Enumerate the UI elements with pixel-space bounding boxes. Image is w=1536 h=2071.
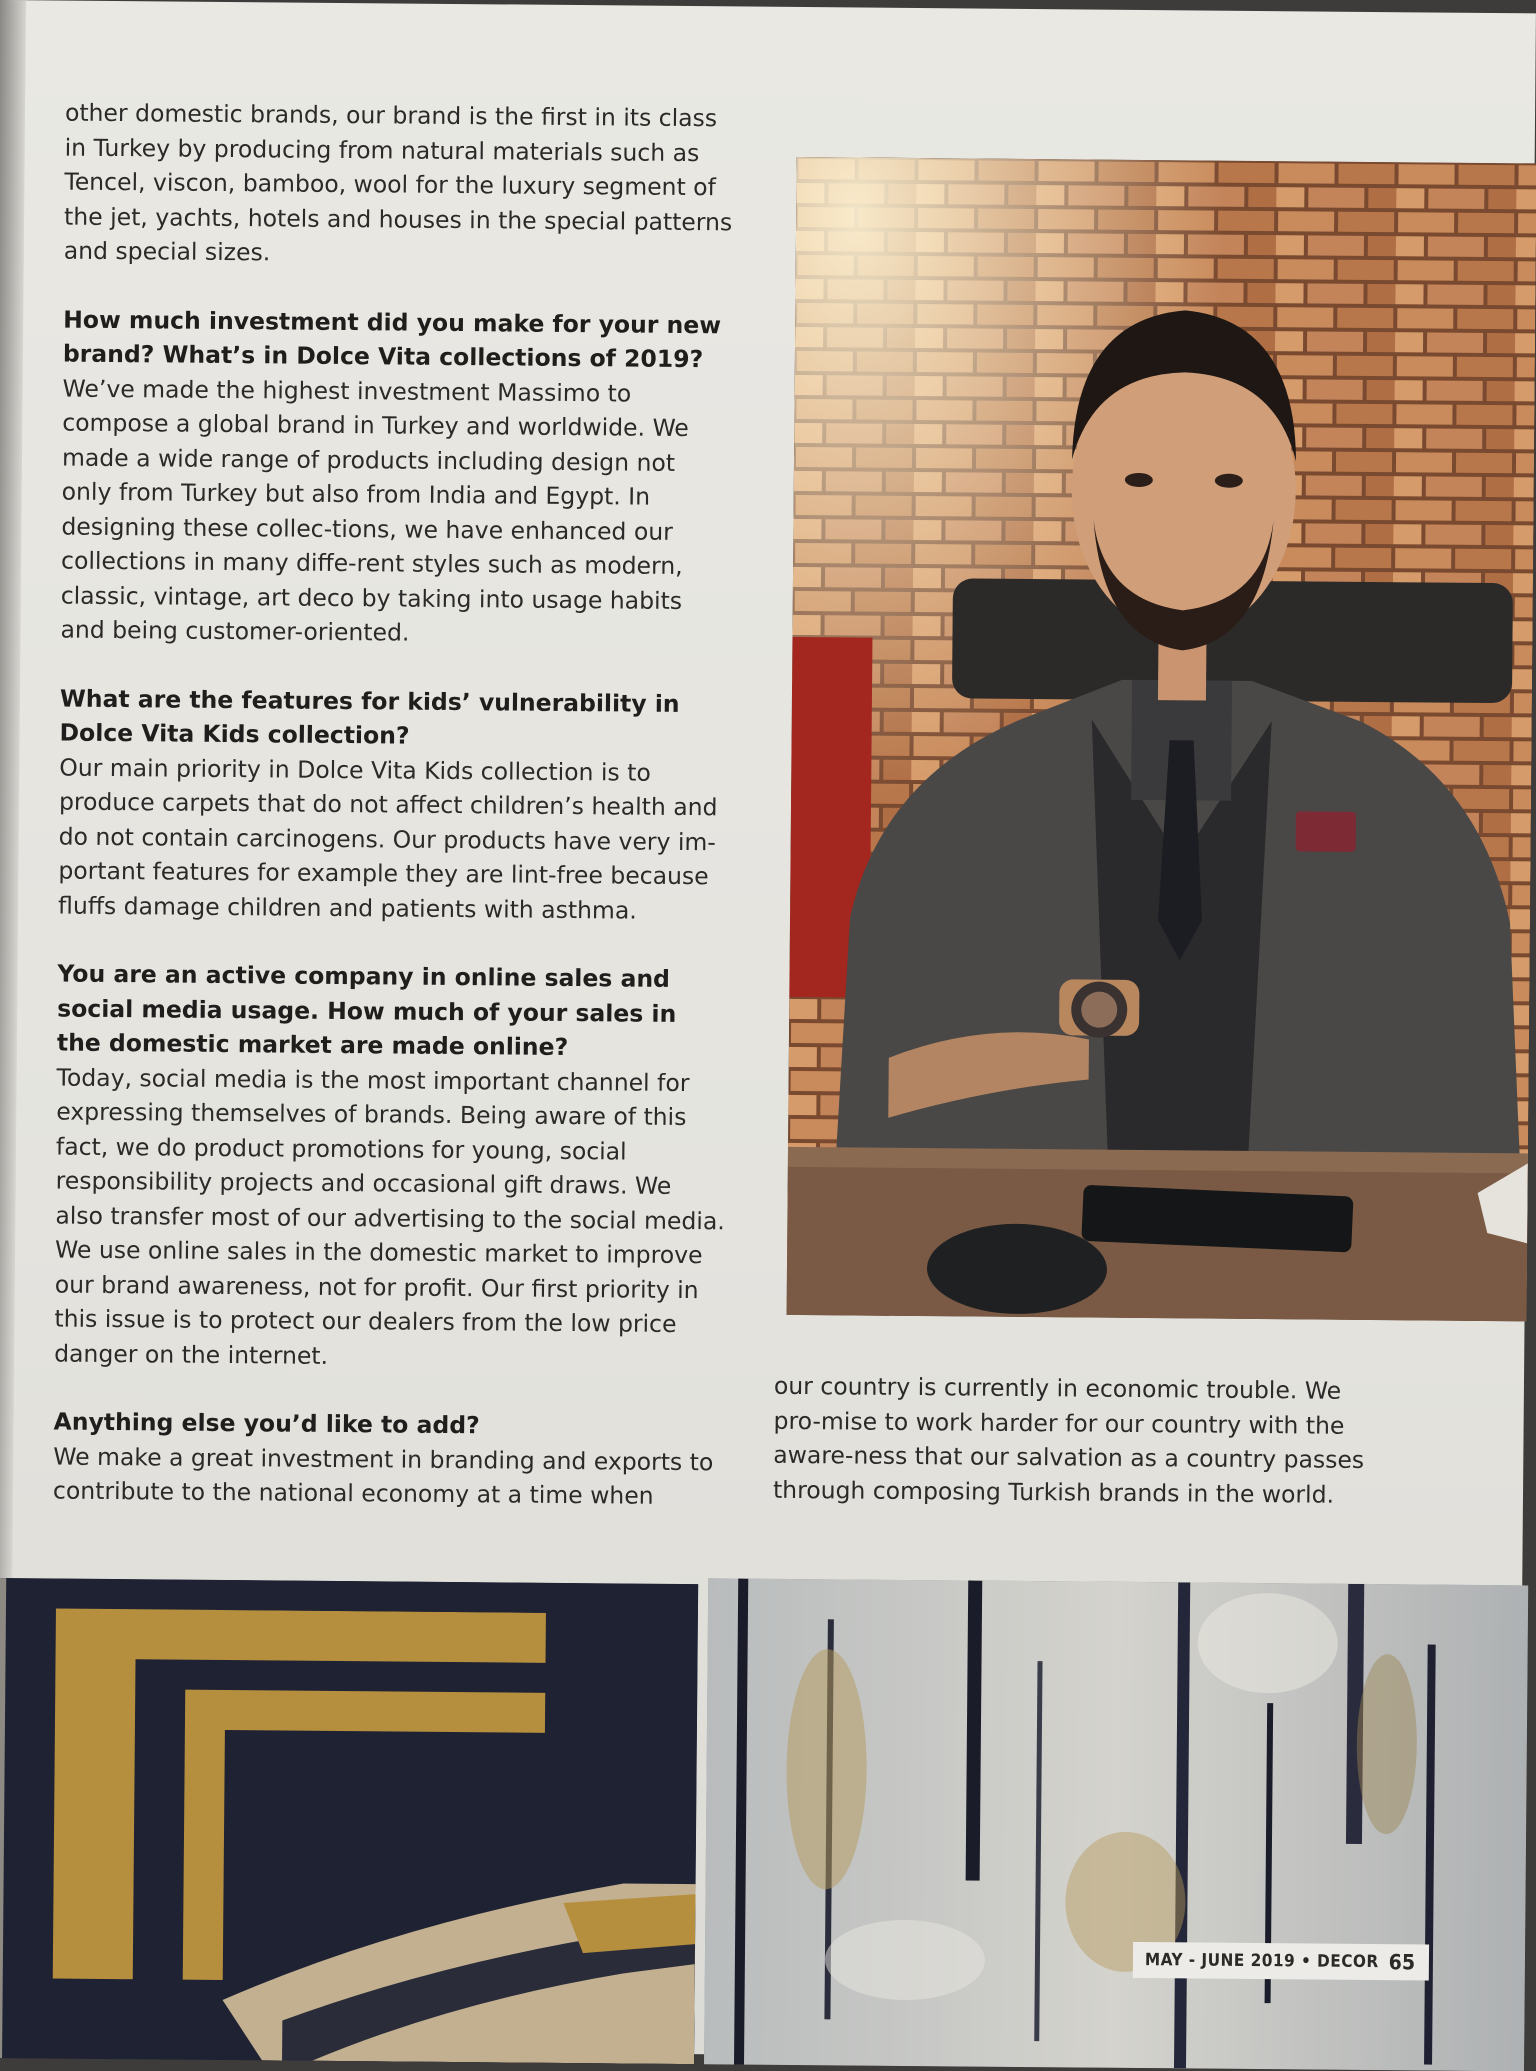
answer-paragraph: Our main priority in Dolce Vita Kids collection is to produce carpets that do not affect children’s health and do not contain carcinogens. Our products have very im-portant features for example they are lint-free because fluffs damage children and patients with asthma. — [57, 753, 718, 925]
page-number: 65 — [1388, 1950, 1416, 1975]
question-heading: You are an active company in online sales and social media usage. How much of your sales in the domestic market are made online? — [56, 959, 677, 1061]
qa-block-kids — [58, 681, 730, 928]
qa-block-anything-else — [53, 1405, 724, 1514]
article-column-left — [53, 96, 736, 1548]
issue-label: MAY - JUNE 2019 • DECOR — [1144, 1950, 1379, 1973]
article-column-right — [773, 1369, 1384, 1546]
intro-paragraph: other domestic brands, our brand is the first in its class in Turkey by producing from natural materials such as Tencel, viscon, bamboo, wool for the luxury segment of the jet, yachts, hotels and houses in the special patterns and special sizes. — [63, 98, 733, 267]
question-heading: How much investment did you make for your new brand? What’s in Dolce Vita collections of 2019? — [62, 305, 722, 374]
question-heading: Anything else you’d like to add? — [53, 1407, 480, 1440]
continuation-paragraph: our country is currently in economic trouble. We pro-mise to work harder for our country with the aware-ness that our salvation as a country passes through composing Turkish brands in the world. — [772, 1371, 1365, 1509]
portrait-photo — [787, 157, 1536, 1321]
page-footer — [1133, 1942, 1429, 1981]
question-heading: What are the features for kids’ vulnerability in Dolce Vita Kids collection? — [59, 684, 680, 750]
carpet-photo-abstract — [704, 1578, 1528, 2071]
answer-paragraph: We’ve made the highest investment Massimo to compose a global brand in Turkey and worldwide. We made a wide range of products including design not only from Turkey but also from India and Egypt. In designing these collec-tions, we have enhanced our collections in many diffe-rent styles such as modern, classic, vintage, art deco by taking into usage habits and being customer-oriented. — [60, 374, 689, 647]
qa-block-online-sales — [54, 957, 728, 1377]
carpet-photo-geometric — [0, 1578, 698, 2064]
answer-paragraph: We make a great investment in branding and exports to contribute to the national economy at a time when — [52, 1442, 714, 1510]
qa-block-investment — [60, 302, 733, 653]
answer-paragraph: Today, social media is the most important channel for expressing themselves of brands. Being aware of this fact, we do product promotions for young, social responsibility projects and occasional gift draws. We also transfer most of our advertising to the social media. We use online sales in the domestic market to improve our brand awareness, not for profit. Our first priority in this issue is to protect our dealers from the low price danger on the internet. — [54, 1063, 725, 1370]
